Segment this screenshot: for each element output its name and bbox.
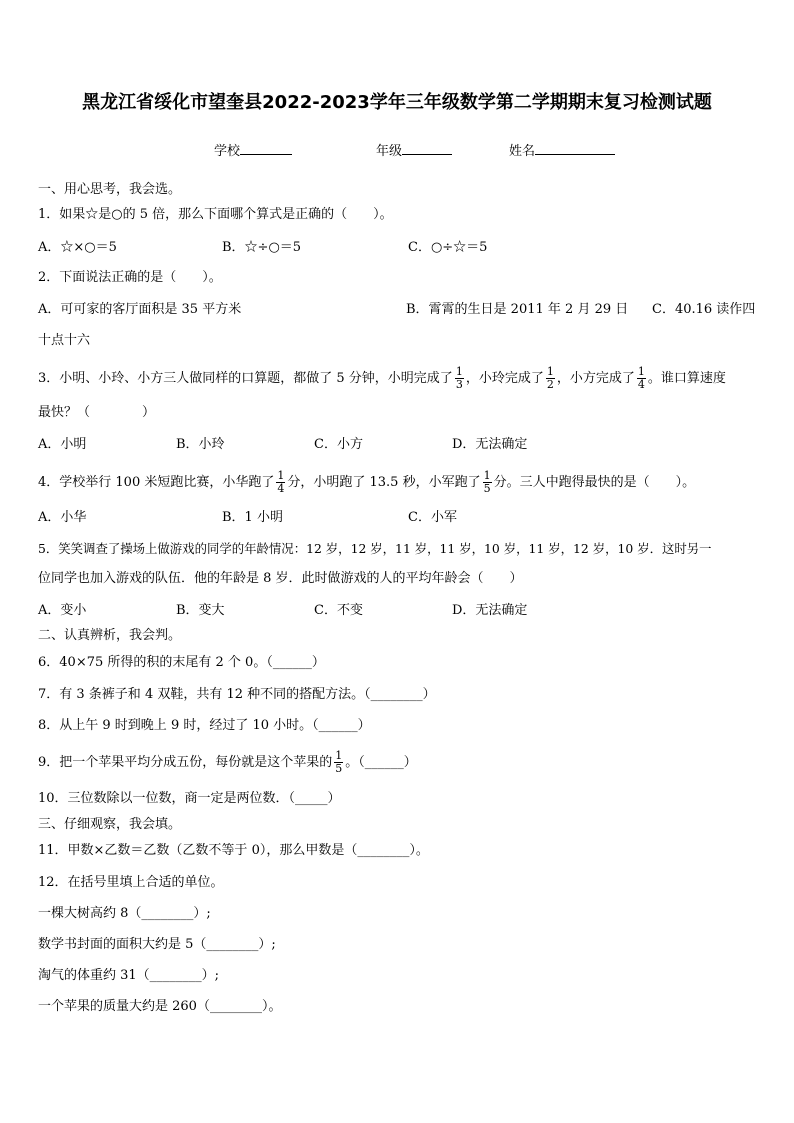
q3-text-mid2: ，小方完成了 — [556, 371, 635, 386]
q3-fraction-xiaoming — [455, 366, 464, 391]
q3-option-c[interactable]: C．小方 — [314, 437, 363, 452]
frac-denominator: 4 — [637, 378, 645, 391]
q4-option-c[interactable]: C．小军 — [408, 510, 457, 525]
section-heading-1: 一、用心思考，我会选。 — [38, 182, 182, 197]
frac-denominator: 4 — [277, 482, 285, 495]
q9-text-end: 。（______） — [345, 755, 417, 770]
frac-numerator: 1 — [455, 365, 463, 378]
q3-text-end: 。谁口算速度 — [647, 371, 726, 386]
q9-fraction — [334, 750, 343, 775]
frac-numerator: 1 — [335, 749, 343, 762]
q3-fraction-xiaoling — [546, 366, 555, 391]
name-field — [509, 140, 615, 159]
frac-numerator: 1 — [546, 365, 554, 378]
q1-option-c[interactable]: C．○÷☆＝5 — [408, 240, 488, 255]
q3-text-mid1: ，小玲完成了 — [465, 371, 544, 386]
grade-label: 年级 — [376, 144, 403, 159]
question-9 — [38, 750, 417, 775]
frac-denominator: 5 — [335, 762, 343, 775]
q3-option-d[interactable]: D．无法确定 — [452, 437, 528, 452]
section-heading-2: 二、认真辨析，我会判。 — [38, 628, 182, 643]
q12-item-weight: 淘气的体重约 31（________）; — [38, 968, 220, 983]
q3-option-b[interactable]: B．小玲 — [176, 437, 225, 452]
q4-fraction-xiaojun — [483, 470, 492, 495]
question-12: 12．在括号里填上合适的单位。 — [38, 875, 224, 890]
name-label: 姓名 — [509, 144, 536, 159]
q4-text-mid: 分，小明跑了 13.5 秒，小军跑了 — [287, 475, 481, 490]
q12-item-tree: 一棵大树高约 8（________）; — [38, 906, 211, 921]
school-label: 学校 — [214, 144, 241, 159]
grade-field — [376, 140, 452, 159]
q2-option-b[interactable]: B．霄霄的生日是 2011 年 2 月 29 日 — [406, 302, 629, 317]
grade-blank[interactable] — [402, 140, 452, 155]
q3-option-a[interactable]: A．小明 — [38, 437, 87, 452]
q5-continued: 位同学也加入游戏的队伍．他的年龄是 8 岁．此时做游戏的人的平均年龄会（ ） — [38, 571, 523, 586]
q5-option-c[interactable]: C．不变 — [314, 603, 363, 618]
q3-text-start: 3．小明、小玲、小方三人做同样的口算题，都做了 5 分钟，小明完成了 — [38, 371, 453, 386]
question-11: 11．甲数×乙数＝乙数（乙数不等于 0），那么甲数是（________）。 — [38, 843, 429, 858]
frac-numerator: 1 — [483, 469, 491, 482]
question-2: 2．下面说法正确的是（ ）。 — [38, 270, 222, 285]
question-7: 7．有 3 条裤子和 4 双鞋，共有 12 种不同的搭配方法。（________） — [38, 687, 436, 702]
q5-option-b[interactable]: B．变大 — [176, 603, 225, 618]
q4-text-end: 分。三人中跑得最快的是（ ）。 — [493, 475, 696, 490]
frac-denominator: 3 — [455, 378, 463, 391]
q5-option-a[interactable]: A．变小 — [38, 603, 87, 618]
school-field — [214, 140, 292, 159]
q4-text-start: 4．学校举行 100 米短跑比赛，小华跑了 — [38, 475, 275, 490]
question-10: 10．三位数除以一位数，商一定是两位数．（_____） — [38, 791, 341, 806]
q4-fraction-xiaohua — [276, 470, 285, 495]
q2-option-a[interactable]: A．可可家的客厅面积是 35 平方米 — [38, 302, 242, 317]
frac-numerator: 1 — [277, 469, 285, 482]
question-6: 6．40×75 所得的积的末尾有 2 个 0。（______） — [38, 655, 325, 670]
q1-option-a[interactable]: A．☆×○＝5 — [38, 240, 117, 255]
question-4 — [38, 470, 695, 495]
question-8: 8．从上午 9 时到晚上 9 时，经过了 10 小时。（______） — [38, 718, 371, 733]
question-5: 5．笑笑调查了操场上做游戏的同学的年龄情况：12 岁，12 岁，11 岁，11 岁，10 岁，11 岁，12 岁，10 岁．这时另一 — [38, 541, 712, 556]
name-blank[interactable] — [535, 140, 615, 155]
q5-option-d[interactable]: D．无法确定 — [452, 603, 528, 618]
q12-item-apple: 一个苹果的质量大约是 260（________）。 — [38, 999, 282, 1014]
q2-option-c-continued: 十点十六 — [38, 333, 91, 348]
frac-denominator: 2 — [546, 378, 554, 391]
q9-text-start: 9．把一个苹果平均分成五份，每份就是这个苹果的 — [38, 755, 333, 770]
question-1: 1．如果☆是○的 5 倍，那么下面哪个算式是正确的（ ）。 — [38, 207, 393, 222]
q3-fraction-xiaofang — [637, 366, 646, 391]
q4-option-b[interactable]: B．1 小明 — [222, 510, 283, 525]
q3-continued: 最快？（ ） — [38, 405, 156, 420]
section-heading-3: 三、仔细观察，我会填。 — [38, 817, 182, 832]
school-blank[interactable] — [240, 140, 292, 155]
q1-option-b[interactable]: B．☆÷○＝5 — [222, 240, 302, 255]
page-title: 黑龙江省绥化市望奎县2022-2023学年三年级数学第二学期期末复习检测试题 — [82, 92, 712, 113]
q2-option-c[interactable]: C．40.16 读作四 — [652, 302, 756, 317]
question-3 — [38, 366, 726, 391]
frac-numerator: 1 — [637, 365, 645, 378]
q12-item-book: 数学书封面的面积大约是 5（________）; — [38, 937, 276, 952]
q4-option-a[interactable]: A．小华 — [38, 510, 87, 525]
student-info-row — [0, 140, 794, 160]
frac-denominator: 5 — [483, 482, 491, 495]
